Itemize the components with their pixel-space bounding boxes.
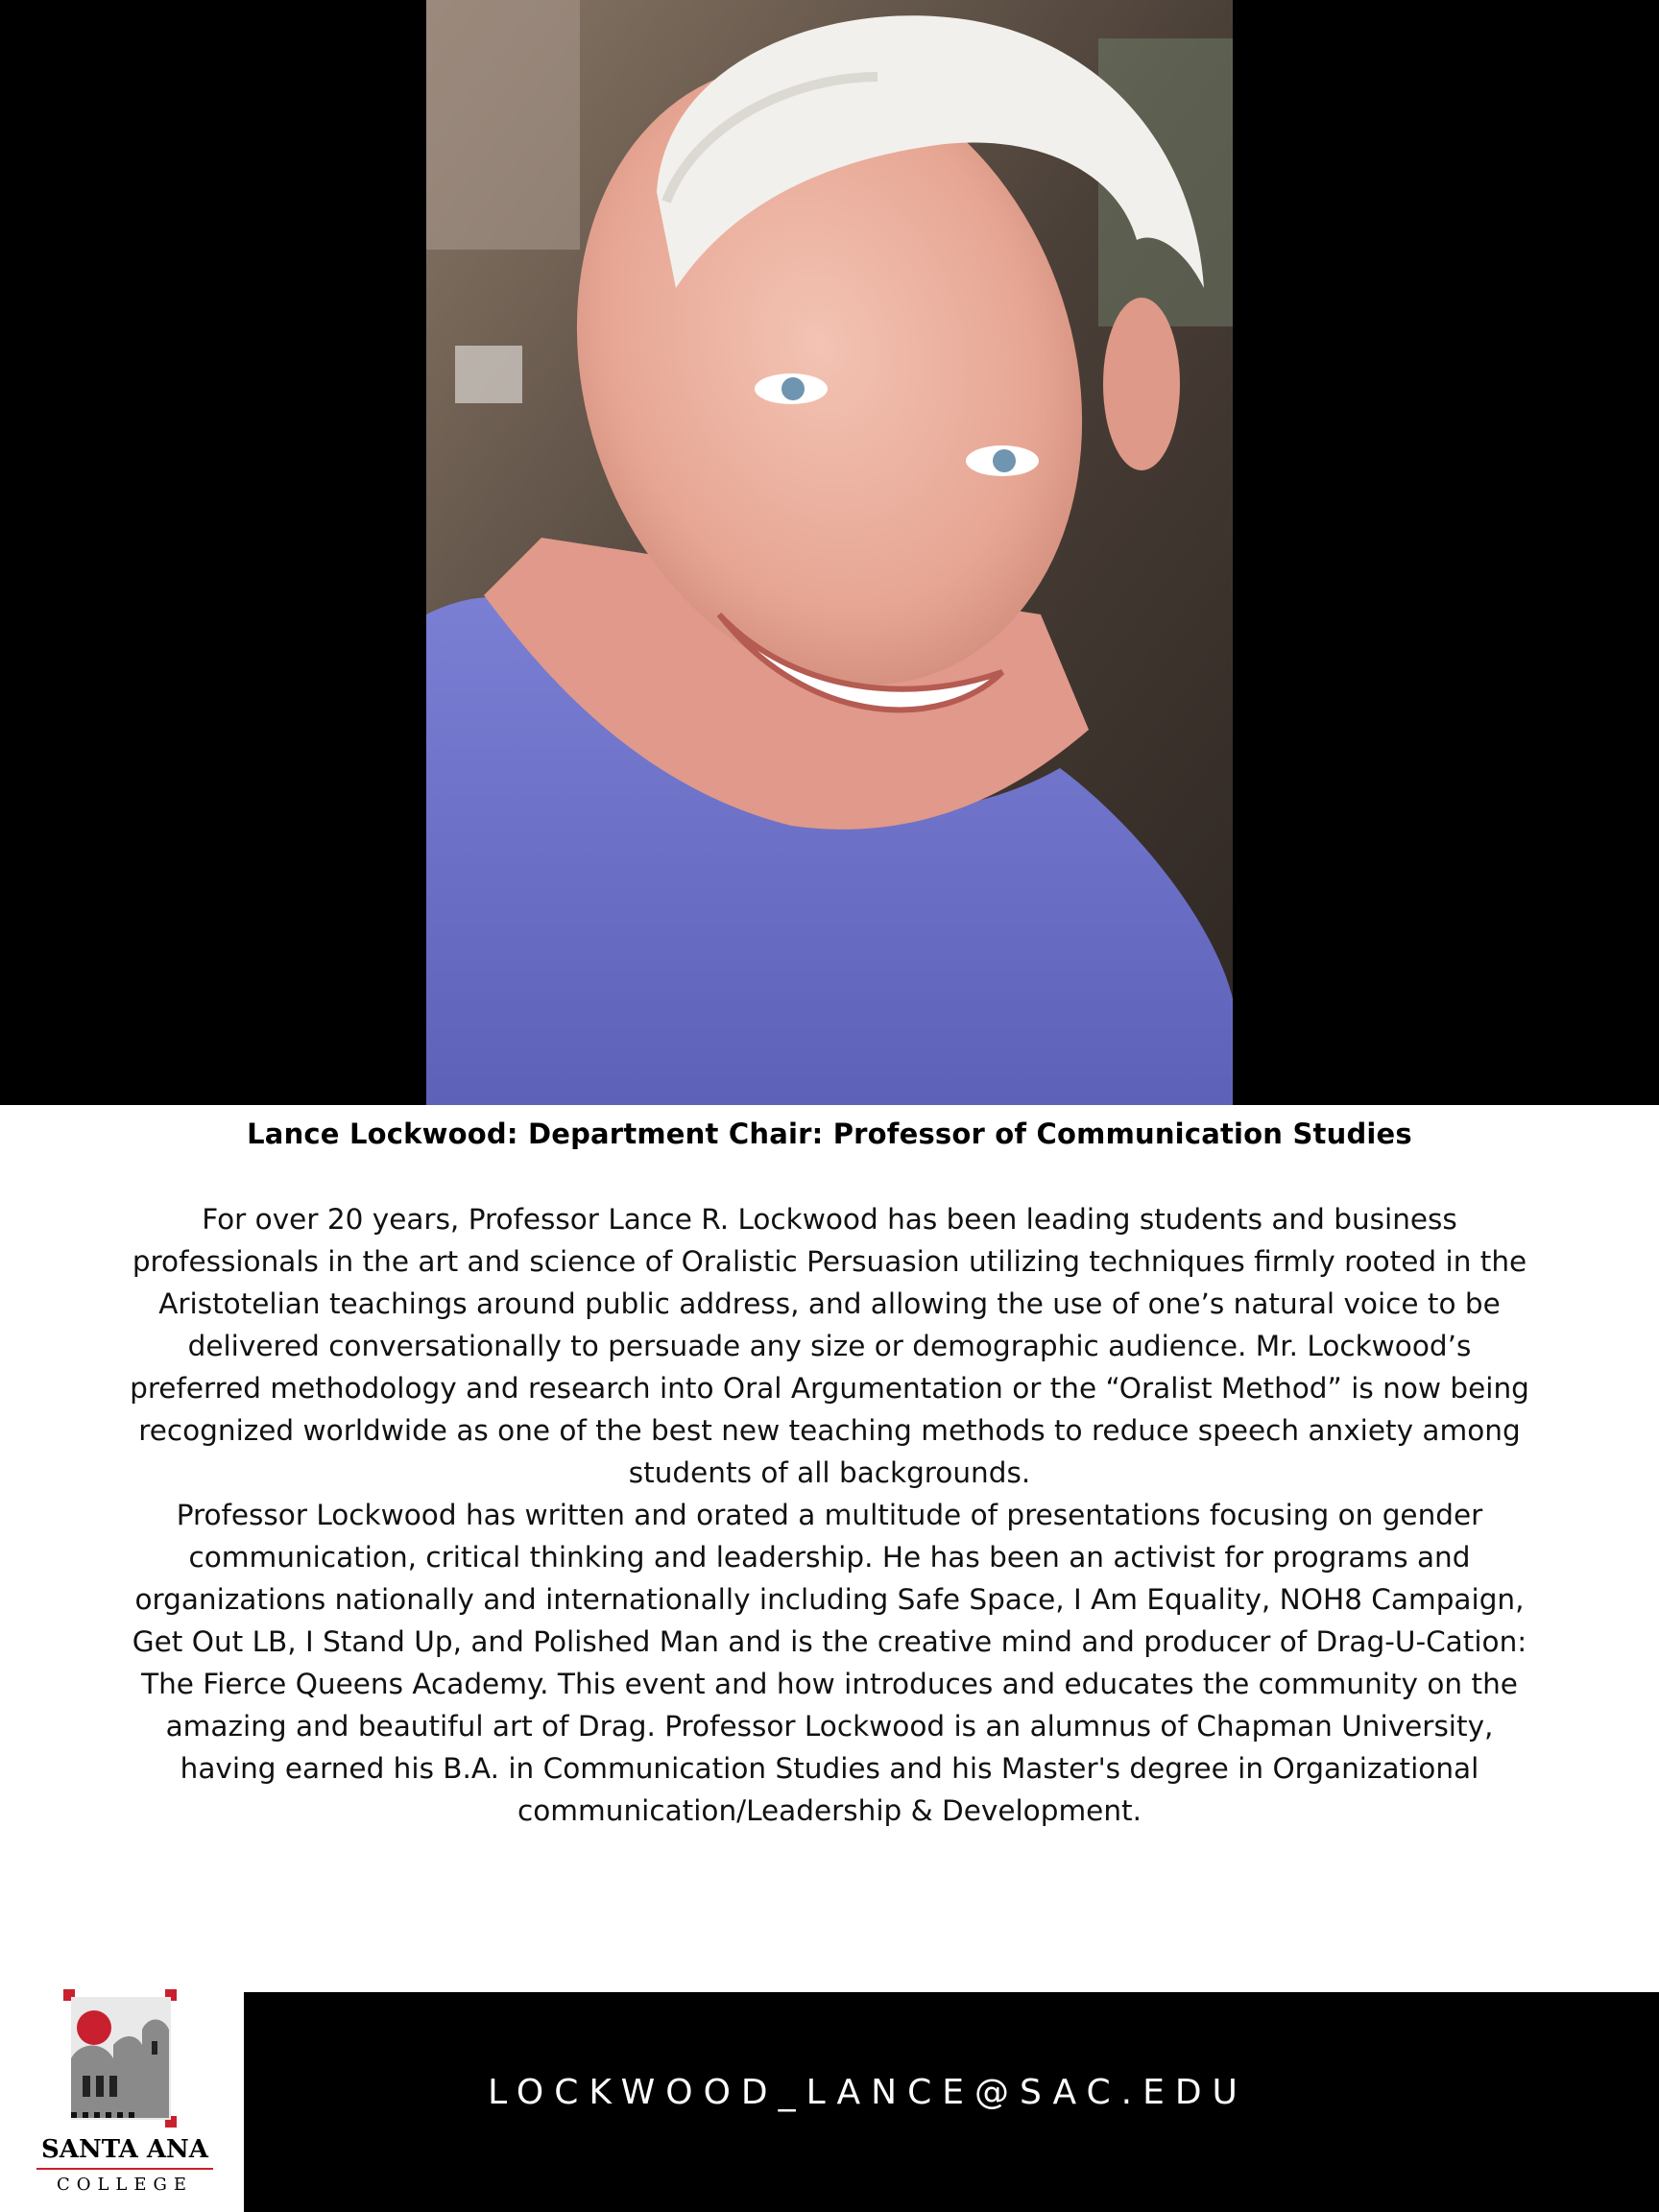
- profile-title: Lance Lockwood: Department Chair: Professor of Communication Studies: [247, 1118, 1412, 1150]
- portrait-photo: [426, 0, 1233, 1105]
- portrait-illustration: [426, 0, 1233, 1105]
- profile-bio: [125, 1198, 1534, 1832]
- logo-name: SANTA ANA: [41, 2135, 208, 2164]
- bio-paragraph: For over 20 years, Professor Lance R. Lockwood has been leading students and business professionals in the art and science of Oralistic Persuasion utilizing techniques firmly rooted in the Aristotelian teachings around public address, and allowing the use of one’s natural voice to be delivered conversationally to persuade any size or demographic audience. Mr. Lockwood’s preferred methodology and research into Oral Argumentation or the “Oralist Method” is now being recognized worldwide as one of the best new teaching methods to reduce speech anxiety among students of all backgrounds.: [130, 1203, 1529, 1489]
- logo-emblem-icon: [29, 1984, 221, 2137]
- santa-ana-college-logo: [29, 1984, 221, 2204]
- logo-subname: COLLEGE: [56, 2175, 194, 2195]
- contact-email[interactable]: LOCKWOOD_LANCE@SAC.EDU: [488, 2073, 1248, 2112]
- hero-band: [0, 0, 1659, 1105]
- footer-bar: [244, 1992, 1659, 2212]
- bio-paragraph: Professor Lockwood has written and orated a multitude of presentations focusing on gender communication, critical thinking and leadership. He has been an activist for programs and organizations nationally and internationally including Safe Space, I Am Equality, NOH8 Campaign, Get Out LB, I Stand Up, and Polished Man and is the creative mind and producer of Drag-U-Cation: The Fierce Queens Academy. This event and how introduces and educates the community on the amazing and beautiful art of Drag. Professor Lockwood is an alumnus of Chapman University, having earned his B.A. in Communication Studies and his Master's degree in Organizational communication/Leadership & Development.: [132, 1499, 1527, 1827]
- logo-divider: [36, 2168, 213, 2170]
